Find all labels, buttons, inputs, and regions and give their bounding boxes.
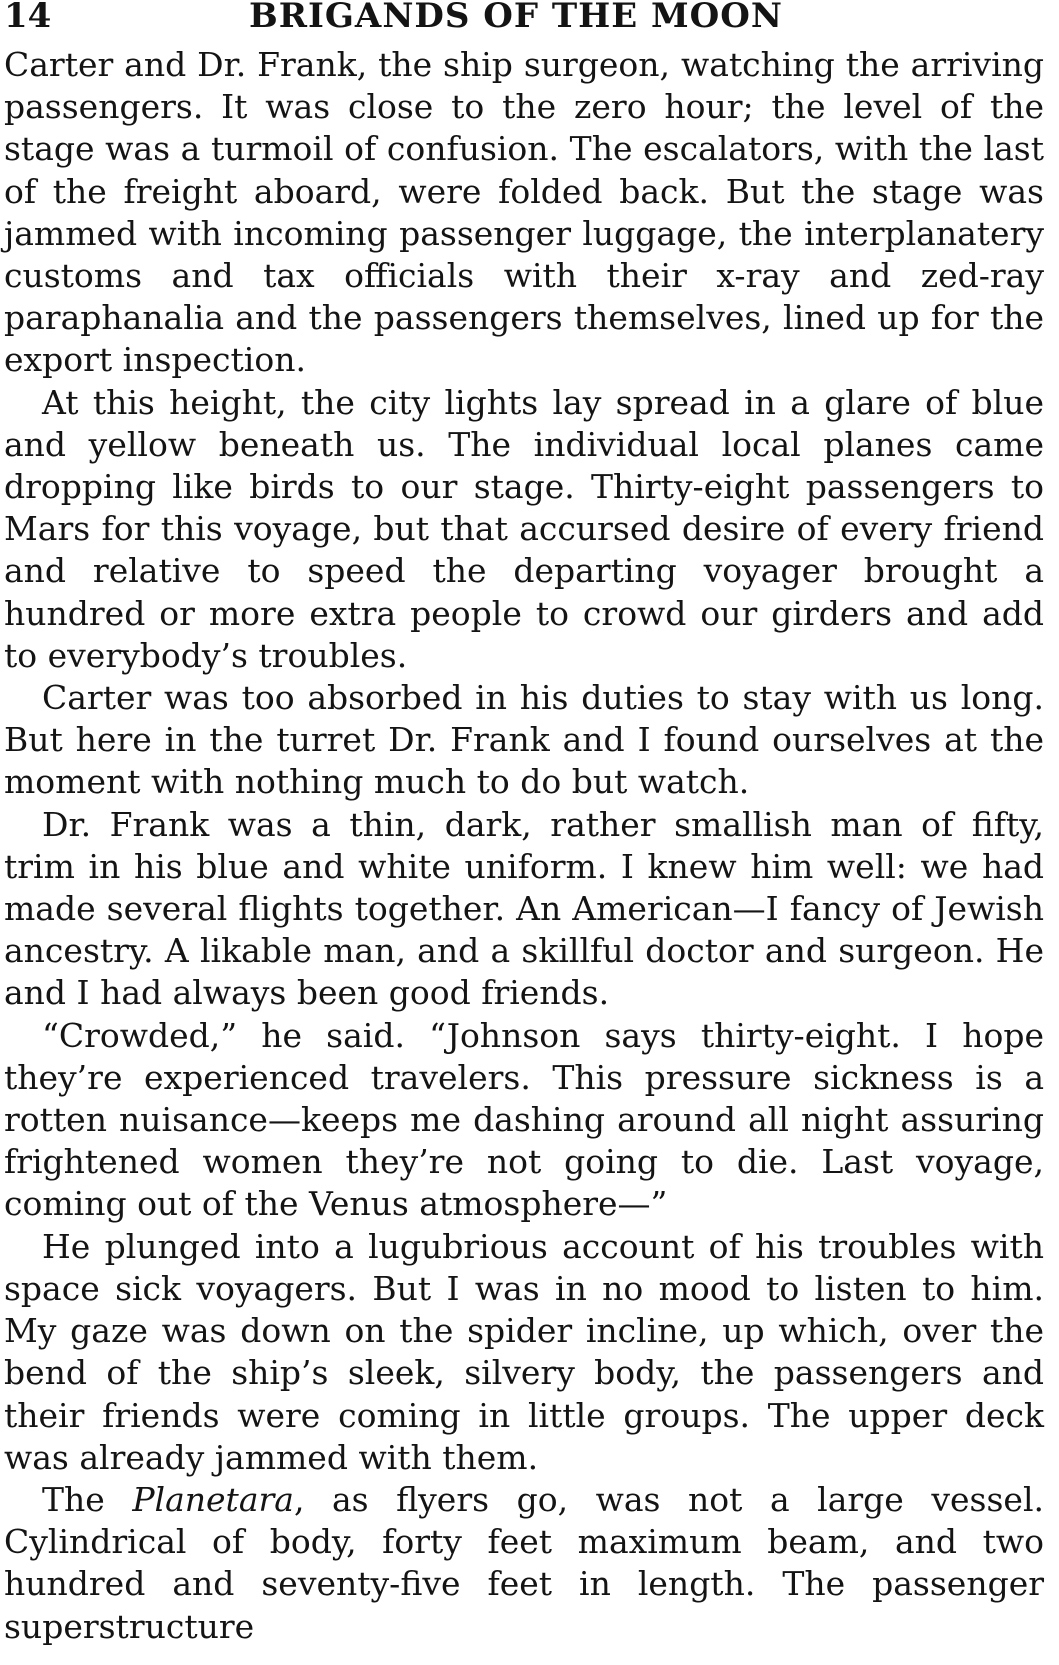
body-text xyxy=(4,44,1044,1648)
paragraph-2: At this height, the city lights lay spread in a glare of blue and yellow beneath us. The individual local planes came dropping like birds to our stage. Thirty-eight passengers to Mars for this voyage, but that accursed desire of every friend and relative to speed the departing voyager brought a hundred or more extra people to crowd our girders and add to everybody’s troubles. xyxy=(4,382,1044,675)
page-number: 14 xyxy=(4,0,52,36)
paragraph-7-lead: The xyxy=(42,1479,133,1519)
paragraph-7 xyxy=(4,1479,1044,1648)
paragraph-7-rest: , as flyers go, was not a large vessel. Cylindrical of body, forty feet maximum beam, and two hundred and seventy-five feet in length. The passenger superstructure xyxy=(4,1479,1044,1646)
book-page xyxy=(4,0,1044,1648)
paragraph-4: Dr. Frank was a thin, dark, rather smallish man of fifty, trim in his blue and white uniform. I knew him well: we had made several flights together. An American—I fancy of Jewish ancestry. A likable man, and a skillful doctor and surgeon. He and I had always been good friends. xyxy=(4,804,1044,1013)
paragraph-6: He plunged into a lugubrious account of his troubles with space sick voyagers. But I was in no mood to listen to him. My gaze was down on the spider incline, up which, over the bend of the ship’s sleek, silvery body, the passengers and their friends were coming in little groups. The upper deck was already jammed with them. xyxy=(4,1226,1044,1477)
paragraph-5: “Crowded,” he said. “Johnson says thirty-eight. I hope they’re experienced travelers. This pressure sickness is a rotten nuisance—keeps me dashing around all night assuring frightened women they’re not going to die. Last voyage, coming out of the Venus atmosphere—” xyxy=(4,1015,1044,1224)
paragraph-1: Carter and Dr. Frank, the ship surgeon, watching the arriving passengers. It was close to the zero hour; the level of the stage was a turmoil of confusion. The escalators, with the last of the freight aboard, were folded back. But the stage was jammed with incoming passenger luggage, the interplanatery customs and tax officials with their x-ray and zed-ray paraphanalia and the passengers themselves, lined up for the export inspection. xyxy=(4,45,1044,380)
book-title: BRIGANDS OF THE MOON xyxy=(249,0,783,36)
running-head xyxy=(4,0,1044,40)
paragraph-3: Carter was too absorbed in his duties to stay with us long. But here in the turret Dr. Frank and I found ourselves at the moment with nothing much to do but watch. xyxy=(4,678,1044,802)
ship-name-planetara: Planetara xyxy=(132,1479,294,1519)
